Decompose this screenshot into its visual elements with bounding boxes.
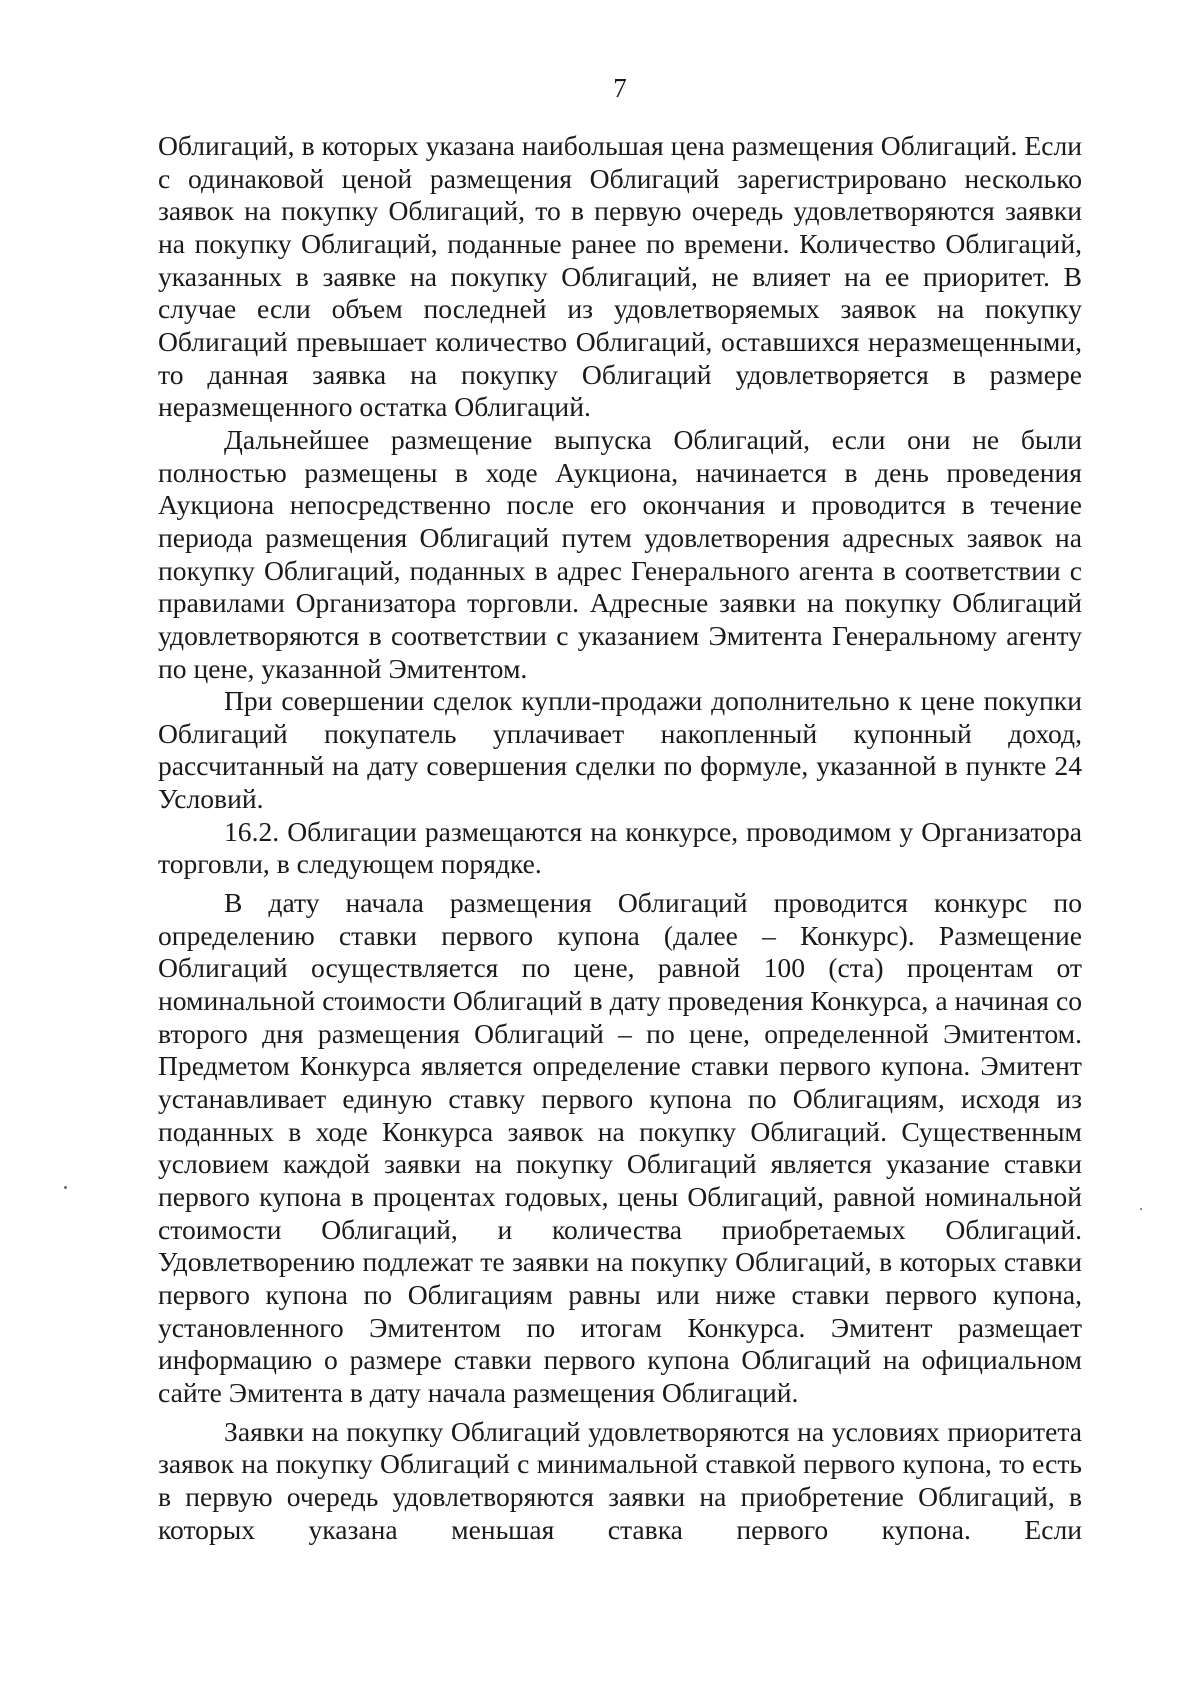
- paragraph-section-16-2: 16.2. Облигации размещаются на конкурсе, проводимом у Организатора торговли, в следующем порядке.: [158, 815, 1082, 880]
- paragraph-competition-rules: В дату начала размещения Облигаций проводится конкурс по определению ставки первого купона (далее – Конкурс). Размещение Облигаций осуществляется по цене, равной 100 (ста) процентам от номинальной стоимости Облигаций в дату проведения Конкурса, а начиная со второго дня размещения Облигаций – по цене, определенной Эмитентом. Предметом Конкурса является определение ставки первого купона. Эмитент устанавливает единую ставку первого купона по Облигациям, исходя из поданных в ходе Конкурса заявок на покупку Облигаций. Существенным условием каждой заявки на покупку Облигаций является указание ставки первого купона в процентах годовых, цены Облигаций, равной номинальной стоимости Облигаций, и количества приобретаемых Облигаций. Удовлетворению подлежат те заявки на покупку Облигаций, в которых ставки первого купона по Облигациям равны или ниже ставки первого купона, установленного Эмитентом по итогам Конкурса. Эмитент размещает информацию о размере ставки первого купона Облигаций на официальном сайте Эмитента в дату начала размещения Облигаций.: [158, 887, 1082, 1408]
- paragraph-further-placement: Дальнейшее размещение выпуска Облигаций, если они не были полностью размещены в ходе Аукциона, начинается в день проведения Аукциона непосредственно после его окончания и проводится в течение периода размещения Облигаций путем удовлетворения адресных заявок на покупку Облигаций, поданных в адрес Генерального агента в соответствии с правилами Организатора торговли. Адресные заявки на покупку Облигаций удовлетворяются в соответствии с указанием Эмитента Генеральному агенту по цене, указанной Эмитентом.: [158, 423, 1082, 684]
- scan-speck: [64, 1186, 67, 1189]
- paragraph-priority-rule: Облигаций, в которых указана наибольшая цена размещения Облигаций. Если с одинаковой ценой размещения Облигаций зарегистрировано несколько заявок на покупку Облигаций, то в первую очередь удовлетворяются заявки на покупку Облигаций, поданные ранее по времени. Количество Облигаций, указанных в заявке на покупку Облигаций, не влияет на ее приоритет. В случае если объем последней из удовлетворяемых заявок на покупку Облигаций превышает количество Облигаций, оставшихся неразмещенными, то данная заявка на покупку Облигаций удовлетворяется в размере неразмещенного остатка Облигаций.: [158, 130, 1082, 423]
- paragraph-order-priority: Заявки на покупку Облигаций удовлетворяются на условиях приоритета заявок на покупку Облигаций с минимальной ставкой первого купона, то есть в первую очередь удовлетворяются заявки на приобретение Облигаций, в которых указана меньшая ставка первого купона. Если: [158, 1415, 1082, 1545]
- scan-speck: [1140, 1208, 1142, 1210]
- paragraph-accrued-coupon: При совершении сделок купли-продажи дополнительно к цене покупки Облигаций покупатель уплачивает накопленный купонный доход, рассчитанный на дату совершения сделки по формуле, указанной в пункте 24 Условий.: [158, 685, 1082, 815]
- document-body: [158, 130, 1082, 1546]
- page-number: 7: [613, 73, 627, 103]
